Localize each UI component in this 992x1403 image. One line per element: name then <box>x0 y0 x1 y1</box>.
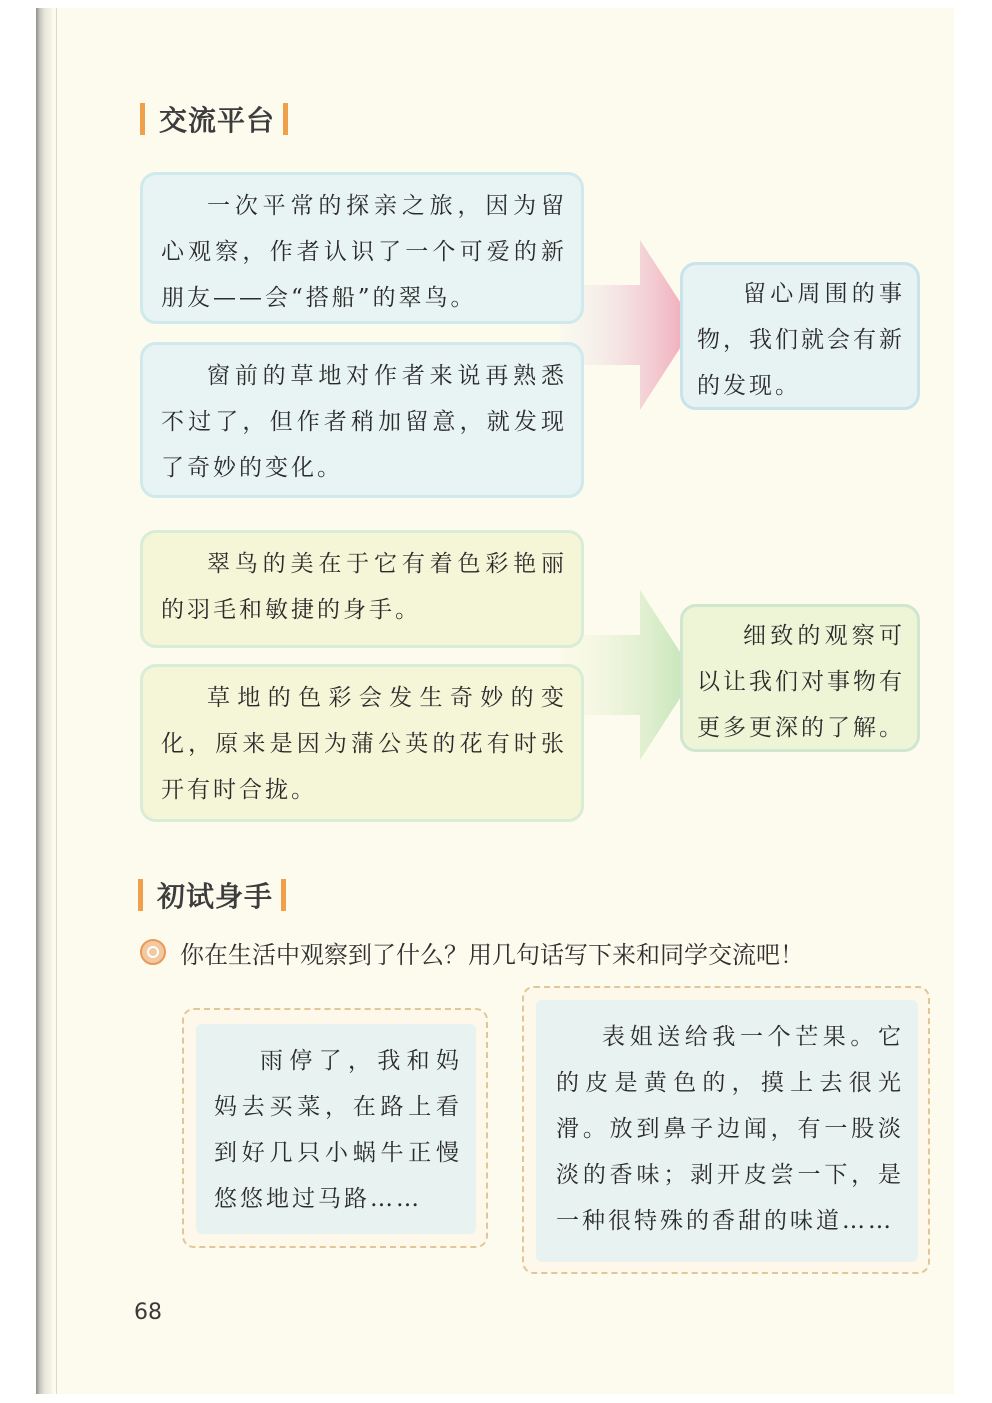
example-note-1 <box>182 1008 488 1248</box>
title-bar-left <box>138 879 143 911</box>
summary-text-1: 留心周围的事物，我们就会有新的发现。 <box>697 281 905 399</box>
example-text-2: 表姐送给我一个芒果。它的皮是黄色的，摸上去很光滑。放到鼻子边闻，有一股淡淡的香味；剥开皮尝一下，是一种很特殊的香甜的味道…… <box>556 1024 904 1234</box>
title-bar-right <box>283 103 288 135</box>
exchange-box-4 <box>140 664 584 822</box>
exchange-text-4: 草地的色彩会发生奇妙的变化，原来是因为蒲公英的花有时张开有时合拢。 <box>161 685 567 803</box>
summary-box-2 <box>680 604 920 752</box>
summary-box-1 <box>680 262 920 410</box>
section-title-text: 交流平台 <box>159 104 276 137</box>
section-title-practice <box>138 876 286 914</box>
exchange-box-3 <box>140 530 584 648</box>
exercise-circle-icon <box>140 939 166 965</box>
spine-edge <box>56 8 57 1394</box>
section-title-exchange <box>140 100 288 138</box>
exchange-box-1 <box>140 172 584 324</box>
exchange-text-2: 窗前的草地对作者来说再熟悉不过了，但作者稍加留意，就发现了奇妙的变化。 <box>161 363 567 481</box>
summary-text-2: 细致的观察可以让我们对事物有更多更深的了解。 <box>697 623 905 741</box>
exchange-text-3: 翠鸟的美在于它有着色彩艳丽的羽毛和敏捷的身手。 <box>161 551 567 623</box>
title-bar-right <box>281 879 286 911</box>
practice-prompt <box>140 932 804 972</box>
page-number: 68 <box>134 1300 162 1325</box>
title-bar-left <box>140 103 145 135</box>
example-text-1: 雨停了，我和妈妈去买菜，在路上看到好几只小蜗牛正慢悠悠地过马路…… <box>214 1048 462 1212</box>
prompt-text: 你在生活中观察到了什么？用几句话写下来和同学交流吧！ <box>180 940 804 969</box>
book-spine <box>36 8 52 1394</box>
example-note-2-body <box>536 1000 918 1262</box>
exchange-box-2 <box>140 342 584 498</box>
example-note-1-body <box>196 1024 476 1234</box>
section-title-text: 初试身手 <box>157 880 274 913</box>
exchange-text-1: 一次平常的探亲之旅，因为留心观察，作者认识了一个可爱的新朋友——会“搭船”的翠鸟。 <box>161 193 567 311</box>
example-note-2 <box>522 986 930 1274</box>
